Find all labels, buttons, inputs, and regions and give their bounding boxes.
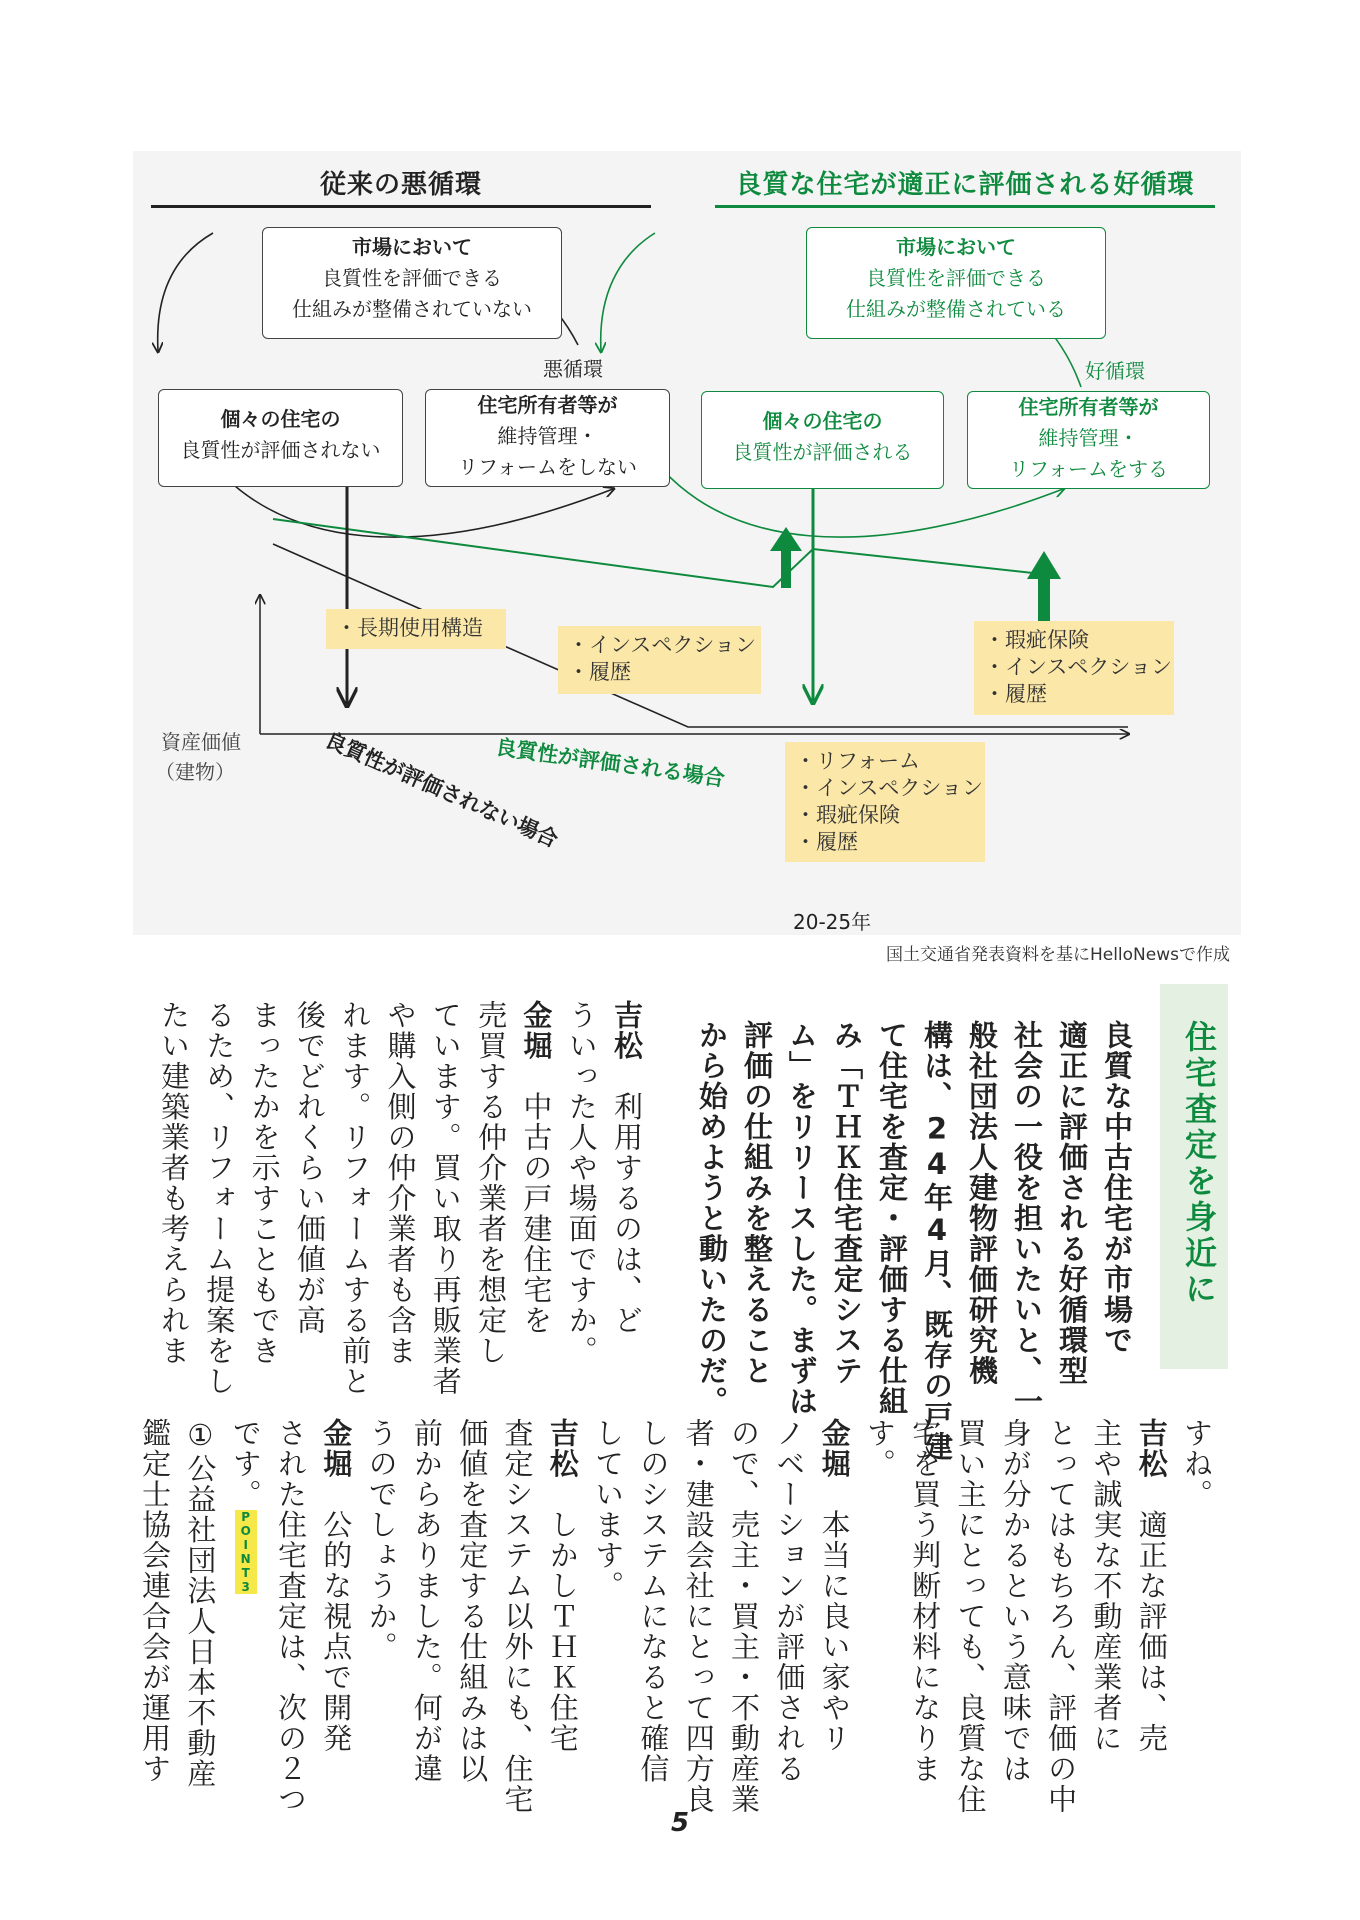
lower-column [586,1418,630,1601]
lower-column [903,1418,947,1784]
y-axis-label-1: 資産価値 [161,730,241,754]
column-text: 利用するのは、ど [610,1061,644,1336]
column-text: です。 [228,1418,263,1510]
note-long-term-structure: ・長期使用構造 [326,609,506,649]
lower-column [767,1418,811,1784]
upper-column [560,1000,604,1366]
upper-column [197,1000,241,1397]
upper-column [243,1000,287,1366]
column-text: るため、リフォーム提案をし [202,1000,237,1397]
column-text: 買い主にとっても、良質な住 [953,1418,988,1815]
left-top-box: 市場において 良質性を評価できる 仕組みが整備されていない [262,227,562,339]
column-text: や購入側の仲介業者も含ま [383,1000,418,1366]
lower-column [450,1418,494,1784]
column-text: す。 [862,1418,897,1479]
column-text: しかしＴＨＫ住宅 [545,1479,580,1754]
lead-column: 評価の仕組みを整えること [740,1020,774,1386]
lower-column [858,1418,902,1479]
column-text: まったかを示すこともでき [247,1000,282,1366]
column-text: ています。買い取り再販業者 [428,1000,463,1397]
column-text: しています。 [591,1418,626,1601]
column-text: 中古の戸建住宅を [519,1061,554,1336]
lead-column: 適正に評価される好循環型 [1055,1020,1089,1386]
lower-column [224,1418,268,1594]
column-text: うのでしょうか。 [364,1418,399,1662]
lead-column: み「ＴＨＫ住宅査定システ [830,1020,864,1386]
column-text: 前からありました。何が違 [409,1418,444,1784]
section-title: 住宅査定を身近に [1180,1020,1218,1308]
cycle-diagram [133,151,1241,935]
upper-column [424,1000,468,1397]
column-text: 後でどれくらい価値が高 [292,1000,327,1336]
column-text: 売買する仲介業者を想定し [474,1000,509,1366]
column-text: とってはもちろん、評価の中 [1044,1418,1079,1815]
upper-column [514,1000,558,1336]
lead-column: から始めようと動いたのだ。 [695,1020,729,1417]
speaker-name: 吉松 [610,1000,644,1061]
right-top-box: 市場において 良質性を評価できる 仕組みが整備されている [806,227,1106,339]
vicious-cycle-label: 悪循環 [543,357,603,381]
upper-column [469,1000,513,1366]
speaker-name: 金堀 [519,1000,554,1061]
column-text: すね。 [1180,1418,1214,1510]
lower-column [1039,1418,1083,1815]
upper-column [605,1000,649,1336]
lower-column [1175,1418,1219,1510]
right-left-box: 個々の住宅の 良質性が評価される [701,391,944,489]
lower-column [631,1418,675,1784]
lower-column [269,1418,313,1815]
column-text: 宅を買う判断材料になりま [908,1418,943,1784]
column-text: 主や誠実な不動産業者に [1089,1418,1124,1754]
upper-column [288,1000,332,1336]
column-text: された住宅査定は、次の２つ [274,1418,308,1815]
speaker-name: 金堀 [817,1418,852,1479]
speaker-name: 吉松 [1134,1418,1169,1479]
column-text: 公的な視点で開発 [319,1479,354,1754]
bad-line-label: 良質性が評価されない場合 [321,727,562,853]
lead-column: ム」をリリースした。まずは [785,1020,819,1417]
lower-column [314,1418,358,1754]
note-reform-inspection-warranty-history: ・リフォーム ・インスペクション ・瑕疵保険 ・履歴 [785,742,985,862]
right-right-box: 住宅所有者等が 維持管理・ リフォームをする [967,391,1210,489]
column-text: 身が分かるという意味では [998,1418,1033,1784]
lower-column [813,1418,857,1754]
column-text: 鑑定士協会連合会が運用す [138,1418,173,1784]
upper-column [333,1000,377,1397]
speaker-name: 金堀 [319,1418,354,1479]
lower-column [949,1418,993,1815]
column-text: れます。リフォームする前と [338,1000,373,1397]
column-text: ういった人や場面ですか。 [564,1000,599,1366]
lower-column [1130,1418,1174,1754]
upper-column [152,1000,196,1366]
column-text: 価値を査定する仕組みは以 [455,1418,490,1784]
upper-column [379,1000,423,1366]
lead-column: 般社団法人建物評価研究機 [965,1020,999,1386]
lower-column [677,1418,721,1815]
lead-column: 社会の一役を担いたいと、一 [1010,1020,1044,1417]
column-text: ので、売主・買主・不動産業 [727,1418,761,1815]
column-text: 者・建設会社にとって四方良 [681,1418,716,1815]
x-axis-label: 20-25年 [793,910,872,934]
lower-column [541,1418,585,1754]
lead-column: 良質な中古住宅が市場で [1100,1020,1134,1356]
lower-column [133,1418,177,1784]
lower-column [994,1418,1038,1784]
lead-column: 構は、24年4月、既存の戸建 [920,1020,954,1462]
left-title: 従来の悪循環 [151,165,651,208]
right-title: 良質な住宅が適正に評価される好循環 [715,165,1215,208]
y-axis-label-2: （建物） [155,760,235,784]
column-text: 査定システム以外にも、住宅 [500,1418,535,1815]
column-text: 本当に良い家やリ [817,1479,852,1754]
lower-column [360,1418,404,1662]
lower-column [722,1418,766,1815]
note-inspection-history: ・インスペクション ・履歴 [558,626,761,694]
left-left-box: 個々の住宅の 良質性が評価されない [158,389,403,487]
lower-column [405,1418,449,1784]
speaker-name: 吉松 [545,1418,580,1479]
left-right-box: 住宅所有者等が 維持管理・ リフォームをしない [425,389,670,487]
column-text: ノベーションが評価される [772,1418,807,1784]
column-text: しのシステムになると確信 [636,1418,671,1784]
page-number: 5 [670,1808,690,1838]
good-line-label: 良質性が評価される場合 [494,734,727,791]
lower-column [496,1418,540,1815]
lead-column: て住宅を査定・評価する仕組 [875,1020,909,1417]
virtuous-cycle-label: 好循環 [1085,359,1145,383]
lower-column [178,1418,222,1789]
column-text: ①公益社団法人日本不動産 [183,1418,218,1789]
point-badge: POINT3 [235,1510,257,1594]
figure-credit: 国土交通省発表資料を基にHelloNewsで作成 [885,945,1230,965]
column-text: たい建築業者も考えられま [157,1000,191,1366]
lower-column [1084,1418,1128,1754]
column-text: 適正な評価は、売 [1134,1479,1169,1754]
note-warranty-inspection-history: ・瑕疵保険 ・インスペクション ・履歴 [974,621,1174,715]
